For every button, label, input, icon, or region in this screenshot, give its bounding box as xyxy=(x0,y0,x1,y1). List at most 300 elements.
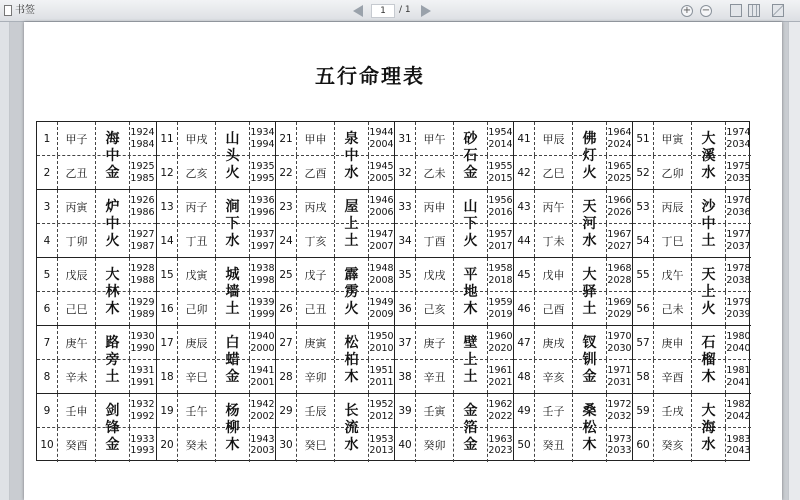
page-total-label: / 1 xyxy=(399,5,411,15)
nayin-char: 下 xyxy=(463,215,478,232)
year-value: 1953 xyxy=(369,433,394,445)
fullscreen-icon[interactable] xyxy=(772,4,784,17)
nayin-char: 霹 xyxy=(344,266,359,283)
ganzhi-label: 丁亥 xyxy=(297,224,335,257)
nayin-char: 水 xyxy=(225,232,240,249)
row-number: 8 xyxy=(37,360,58,393)
year-value: 1925 xyxy=(130,161,155,172)
ganzhi-label: 甲午 xyxy=(416,122,454,155)
nayin-element xyxy=(216,190,249,258)
nayin-char: 金 xyxy=(105,436,120,453)
nayin-char: 头 xyxy=(225,147,240,164)
year-pair xyxy=(368,156,394,189)
nayin-char: 木 xyxy=(582,436,597,453)
year-value: 1940 xyxy=(250,331,275,342)
nayin-element xyxy=(335,394,368,462)
row-number: 52 xyxy=(633,156,654,189)
year-pair xyxy=(487,156,513,189)
ganzhi-label: 壬申 xyxy=(58,394,96,427)
year-pair xyxy=(487,428,513,462)
nayin-char: 蜡 xyxy=(225,351,240,368)
year-value: 1934 xyxy=(250,127,275,138)
year-value: 1961 xyxy=(488,365,513,376)
nayin-char: 白 xyxy=(225,334,240,351)
ganzhi-label: 庚申 xyxy=(654,326,692,359)
nayin-element xyxy=(454,258,487,326)
year-value: 2019 xyxy=(488,308,513,320)
row-number: 2 xyxy=(37,156,58,189)
year-value: 1926 xyxy=(130,195,155,206)
year-pair xyxy=(725,394,751,427)
row-number: 48 xyxy=(514,360,535,393)
nayin-char: 木 xyxy=(225,436,240,453)
year-value: 1992 xyxy=(130,410,155,422)
row-number: 1 xyxy=(37,122,58,155)
year-value: 1984 xyxy=(130,138,155,150)
year-value: 2011 xyxy=(369,376,394,388)
row-number: 39 xyxy=(395,394,416,427)
ganzhi-label: 丁丑 xyxy=(178,224,216,257)
nayin-char: 泉 xyxy=(344,130,359,147)
ganzhi-label: 己丑 xyxy=(297,292,335,325)
nayin-char: 金 xyxy=(105,164,120,181)
year-value: 1964 xyxy=(607,127,632,138)
year-value: 2026 xyxy=(607,206,632,218)
nayin-char: 地 xyxy=(463,283,478,300)
nayin-char: 金 xyxy=(463,402,478,419)
year-pair xyxy=(129,360,155,393)
ganzhi-label: 丁未 xyxy=(535,224,573,257)
year-value: 1948 xyxy=(369,263,394,274)
nayin-char: 中 xyxy=(344,147,359,164)
nayin-char: 土 xyxy=(582,300,597,317)
page-number-input[interactable] xyxy=(371,4,395,18)
year-value: 2008 xyxy=(369,274,394,286)
single-page-view-icon[interactable] xyxy=(730,4,742,17)
year-value: 1985 xyxy=(130,172,155,184)
year-pair xyxy=(606,428,632,462)
year-value: 1991 xyxy=(130,376,155,388)
year-value: 2031 xyxy=(607,376,632,388)
year-pair xyxy=(487,258,513,291)
ganzhi-label: 丙午 xyxy=(535,190,573,223)
nayin-element xyxy=(335,258,368,326)
year-value: 2032 xyxy=(607,410,632,422)
year-pair xyxy=(606,360,632,393)
row-number: 25 xyxy=(276,258,297,291)
row-number: 56 xyxy=(633,292,654,325)
row-number: 54 xyxy=(633,224,654,257)
ganzhi-label: 甲子 xyxy=(58,122,96,155)
year-pair xyxy=(249,428,275,462)
nayin-element xyxy=(692,258,725,326)
year-pair xyxy=(129,394,155,427)
year-value: 2002 xyxy=(250,410,275,422)
row-number: 37 xyxy=(395,326,416,359)
year-pair xyxy=(606,326,632,359)
year-pair xyxy=(725,122,751,155)
nayin-char: 土 xyxy=(701,232,716,249)
year-pair xyxy=(487,326,513,359)
nayin-char: 金 xyxy=(463,164,478,181)
year-pair xyxy=(249,326,275,359)
year-value: 1924 xyxy=(130,127,155,138)
nayin-char: 土 xyxy=(225,300,240,317)
nayin-char: 锋 xyxy=(105,419,120,436)
row-number: 21 xyxy=(276,122,297,155)
year-value: 1952 xyxy=(369,399,394,410)
table-column xyxy=(37,122,156,460)
ganzhi-label: 癸丑 xyxy=(535,428,573,462)
ganzhi-label: 己亥 xyxy=(416,292,454,325)
nayin-char: 炉 xyxy=(105,198,120,215)
nayin-char: 灯 xyxy=(582,147,597,164)
nayin-char: 山 xyxy=(463,198,478,215)
zoom-in-icon[interactable]: + xyxy=(682,5,692,16)
year-value: 2004 xyxy=(369,138,394,150)
year-value: 1935 xyxy=(250,161,275,172)
year-value: 1977 xyxy=(726,229,751,240)
row-number: 19 xyxy=(157,394,178,427)
nayin-char: 水 xyxy=(344,164,359,181)
row-number: 17 xyxy=(157,326,178,359)
row-number: 50 xyxy=(514,428,535,462)
row-number: 36 xyxy=(395,292,416,325)
vertical-scrollbar[interactable] xyxy=(788,22,800,500)
nayin-char: 土 xyxy=(463,368,478,385)
year-value: 1969 xyxy=(607,297,632,308)
year-value: 2025 xyxy=(607,172,632,184)
nayin-char: 杨 xyxy=(225,402,240,419)
nayin-char: 火 xyxy=(105,232,120,249)
year-pair xyxy=(606,156,632,189)
year-pair xyxy=(249,258,275,291)
year-pair xyxy=(129,292,155,325)
year-value: 2043 xyxy=(726,445,751,456)
row-number: 33 xyxy=(395,190,416,223)
ganzhi-label: 戊申 xyxy=(535,258,573,291)
nayin-char: 火 xyxy=(701,300,716,317)
row-number: 14 xyxy=(157,224,178,257)
ganzhi-label: 甲辰 xyxy=(535,122,573,155)
row-number: 58 xyxy=(633,360,654,393)
year-value: 1975 xyxy=(726,161,751,172)
year-value: 2030 xyxy=(607,342,632,354)
ganzhi-label: 戊戌 xyxy=(416,258,454,291)
row-number: 10 xyxy=(37,428,58,462)
ganzhi-label: 壬子 xyxy=(535,394,573,427)
ganzhi-label: 乙亥 xyxy=(178,156,216,189)
nayin-char: 城 xyxy=(225,266,240,283)
nayin-char: 天 xyxy=(582,198,597,215)
year-value: 2018 xyxy=(488,274,513,286)
nayin-char: 石 xyxy=(463,147,478,164)
year-pair xyxy=(487,224,513,257)
row-number: 4 xyxy=(37,224,58,257)
nayin-element xyxy=(96,258,129,326)
row-number: 22 xyxy=(276,156,297,189)
bookmarks-button[interactable] xyxy=(2,2,38,20)
year-value: 2012 xyxy=(369,410,394,422)
year-pair xyxy=(368,258,394,291)
year-pair xyxy=(129,258,155,291)
nayin-char: 木 xyxy=(701,368,716,385)
year-value: 1944 xyxy=(369,127,394,138)
nayin-char: 中 xyxy=(105,147,120,164)
row-number: 34 xyxy=(395,224,416,257)
ganzhi-label: 丙子 xyxy=(178,190,216,223)
ganzhi-label: 丙辰 xyxy=(654,190,692,223)
year-value: 1970 xyxy=(607,331,632,342)
year-pair xyxy=(368,190,394,223)
nayin-char: 天 xyxy=(701,266,716,283)
year-pair xyxy=(368,394,394,427)
nayin-char: 溪 xyxy=(701,147,716,164)
ganzhi-label: 己巳 xyxy=(58,292,96,325)
row-number: 35 xyxy=(395,258,416,291)
ganzhi-label: 戊午 xyxy=(654,258,692,291)
year-value: 1938 xyxy=(250,263,275,274)
year-value: 1956 xyxy=(488,195,513,206)
row-number: 32 xyxy=(395,156,416,189)
year-value: 1966 xyxy=(607,195,632,206)
row-number: 15 xyxy=(157,258,178,291)
nayin-char: 中 xyxy=(701,215,716,232)
year-value: 1989 xyxy=(130,308,155,320)
nayin-element xyxy=(692,326,725,394)
year-value: 2014 xyxy=(488,138,513,150)
previous-page-icon[interactable] xyxy=(353,5,363,17)
year-pair xyxy=(725,258,751,291)
year-value: 2000 xyxy=(250,342,275,354)
year-value: 1973 xyxy=(607,433,632,445)
year-value: 1980 xyxy=(726,331,751,342)
nayin-char: 路 xyxy=(105,334,120,351)
year-value: 1950 xyxy=(369,331,394,342)
year-pair xyxy=(725,156,751,189)
nayin-char: 涧 xyxy=(225,198,240,215)
nayin-char: 雳 xyxy=(344,283,359,300)
next-page-icon[interactable] xyxy=(421,5,431,17)
year-value: 1968 xyxy=(607,263,632,274)
row-number: 47 xyxy=(514,326,535,359)
nayin-char: 桑 xyxy=(582,402,597,419)
nayin-element xyxy=(454,326,487,394)
nayin-char: 下 xyxy=(225,215,240,232)
year-value: 2013 xyxy=(369,445,394,456)
thumbnail-view-icon[interactable] xyxy=(748,4,760,17)
nayin-char: 佛 xyxy=(582,130,597,147)
zoom-out-icon[interactable]: − xyxy=(701,5,711,16)
nayin-char: 海 xyxy=(105,130,120,147)
year-value: 1936 xyxy=(250,195,275,206)
row-number: 20 xyxy=(157,428,178,462)
year-pair xyxy=(725,326,751,359)
ganzhi-label: 丁巳 xyxy=(654,224,692,257)
year-value: 2028 xyxy=(607,274,632,286)
year-value: 1982 xyxy=(726,399,751,410)
row-number: 46 xyxy=(514,292,535,325)
nayin-char: 旁 xyxy=(105,351,120,368)
year-value: 2038 xyxy=(726,274,751,286)
nayin-element xyxy=(692,394,725,462)
year-pair xyxy=(725,360,751,393)
year-value: 1994 xyxy=(250,138,275,150)
row-number: 6 xyxy=(37,292,58,325)
nayin-char: 上 xyxy=(463,351,478,368)
row-number: 44 xyxy=(514,224,535,257)
year-value: 2023 xyxy=(488,445,513,456)
document-title: 五行命理表 xyxy=(315,64,425,88)
nayin-char: 火 xyxy=(463,232,478,249)
nayin-element xyxy=(454,190,487,258)
nayin-char: 水 xyxy=(701,436,716,453)
nayin-element xyxy=(573,394,606,462)
ganzhi-label: 壬午 xyxy=(178,394,216,427)
row-number: 11 xyxy=(157,122,178,155)
year-value: 1943 xyxy=(250,433,275,445)
year-value: 2041 xyxy=(726,376,751,388)
year-value: 2024 xyxy=(607,138,632,150)
row-number: 38 xyxy=(395,360,416,393)
row-number: 29 xyxy=(276,394,297,427)
row-number: 27 xyxy=(276,326,297,359)
ganzhi-label: 己酉 xyxy=(535,292,573,325)
year-value: 2039 xyxy=(726,308,751,320)
row-number: 53 xyxy=(633,190,654,223)
year-value: 1930 xyxy=(130,331,155,342)
year-pair xyxy=(368,224,394,257)
nayin-char: 水 xyxy=(582,232,597,249)
ganzhi-label: 癸卯 xyxy=(416,428,454,462)
year-value: 2036 xyxy=(726,206,751,218)
year-value: 1983 xyxy=(726,433,751,445)
year-value: 1979 xyxy=(726,297,751,308)
year-pair xyxy=(725,190,751,223)
row-number: 12 xyxy=(157,156,178,189)
year-value: 1959 xyxy=(488,297,513,308)
year-value: 2021 xyxy=(488,376,513,388)
year-value: 1986 xyxy=(130,206,155,218)
year-pair xyxy=(368,360,394,393)
nayin-element xyxy=(216,326,249,394)
nayin-element xyxy=(216,394,249,462)
nayin-char: 火 xyxy=(344,300,359,317)
nayin-char: 驿 xyxy=(582,283,597,300)
viewer-toolbar xyxy=(0,0,800,22)
year-value: 2016 xyxy=(488,206,513,218)
nayin-char: 火 xyxy=(582,164,597,181)
row-number: 51 xyxy=(633,122,654,155)
ganzhi-label: 甲寅 xyxy=(654,122,692,155)
year-value: 2034 xyxy=(726,138,751,150)
year-pair xyxy=(487,292,513,325)
nayin-char: 松 xyxy=(582,419,597,436)
year-value: 2001 xyxy=(250,376,275,388)
row-number: 9 xyxy=(37,394,58,427)
nayin-char: 上 xyxy=(344,215,359,232)
nayin-element xyxy=(96,326,129,394)
year-value: 1951 xyxy=(369,365,394,376)
ganzhi-label: 乙卯 xyxy=(654,156,692,189)
year-value: 2040 xyxy=(726,342,751,354)
row-number: 24 xyxy=(276,224,297,257)
bookmarks-label: 书签 xyxy=(15,5,35,16)
nayin-char: 木 xyxy=(344,368,359,385)
year-pair xyxy=(249,224,275,257)
year-value: 2029 xyxy=(607,308,632,320)
year-pair xyxy=(249,292,275,325)
row-number: 40 xyxy=(395,428,416,462)
row-number: 60 xyxy=(633,428,654,462)
year-value: 1962 xyxy=(488,399,513,410)
year-pair xyxy=(368,292,394,325)
year-pair xyxy=(129,190,155,223)
ganzhi-label: 癸亥 xyxy=(654,428,692,462)
nayin-char: 海 xyxy=(701,419,716,436)
nayin-char: 剑 xyxy=(105,402,120,419)
ganzhi-label: 壬戌 xyxy=(654,394,692,427)
year-value: 2006 xyxy=(369,206,394,218)
ganzhi-label: 癸未 xyxy=(178,428,216,462)
table-column xyxy=(513,122,632,460)
year-value: 1945 xyxy=(369,161,394,172)
row-number: 43 xyxy=(514,190,535,223)
row-number: 23 xyxy=(276,190,297,223)
row-number: 41 xyxy=(514,122,535,155)
ganzhi-label: 乙酉 xyxy=(297,156,335,189)
nayin-char: 箔 xyxy=(463,419,478,436)
ganzhi-label: 乙巳 xyxy=(535,156,573,189)
ganzhi-label: 辛亥 xyxy=(535,360,573,393)
nayin-element xyxy=(335,122,368,190)
nayin-char: 沙 xyxy=(701,198,716,215)
nayin-char: 大 xyxy=(701,402,716,419)
ganzhi-label: 辛酉 xyxy=(654,360,692,393)
ganzhi-label: 戊子 xyxy=(297,258,335,291)
nayin-element xyxy=(692,190,725,258)
nayin-char: 土 xyxy=(105,368,120,385)
year-value: 1965 xyxy=(607,161,632,172)
row-number: 42 xyxy=(514,156,535,189)
nayin-element xyxy=(216,122,249,190)
nayin-char: 山 xyxy=(225,130,240,147)
row-number: 55 xyxy=(633,258,654,291)
year-value: 1932 xyxy=(130,399,155,410)
ganzhi-label: 庚子 xyxy=(416,326,454,359)
table-column xyxy=(632,122,751,460)
nayin-char: 墙 xyxy=(225,283,240,300)
nayin-char: 河 xyxy=(582,215,597,232)
nayin-element xyxy=(216,258,249,326)
nayin-char: 金 xyxy=(463,436,478,453)
year-value: 1967 xyxy=(607,229,632,240)
year-value: 1972 xyxy=(607,399,632,410)
year-pair xyxy=(129,156,155,189)
nayin-char: 长 xyxy=(344,402,359,419)
year-value: 1947 xyxy=(369,229,394,240)
nayin-element xyxy=(96,394,129,462)
row-number: 45 xyxy=(514,258,535,291)
nayin-char: 大 xyxy=(701,130,716,147)
year-pair xyxy=(606,394,632,427)
year-value: 1998 xyxy=(250,274,275,286)
ganzhi-label: 乙丑 xyxy=(58,156,96,189)
nayin-char: 大 xyxy=(582,266,597,283)
year-value: 2003 xyxy=(250,445,275,456)
year-pair xyxy=(487,122,513,155)
year-pair xyxy=(487,394,513,427)
